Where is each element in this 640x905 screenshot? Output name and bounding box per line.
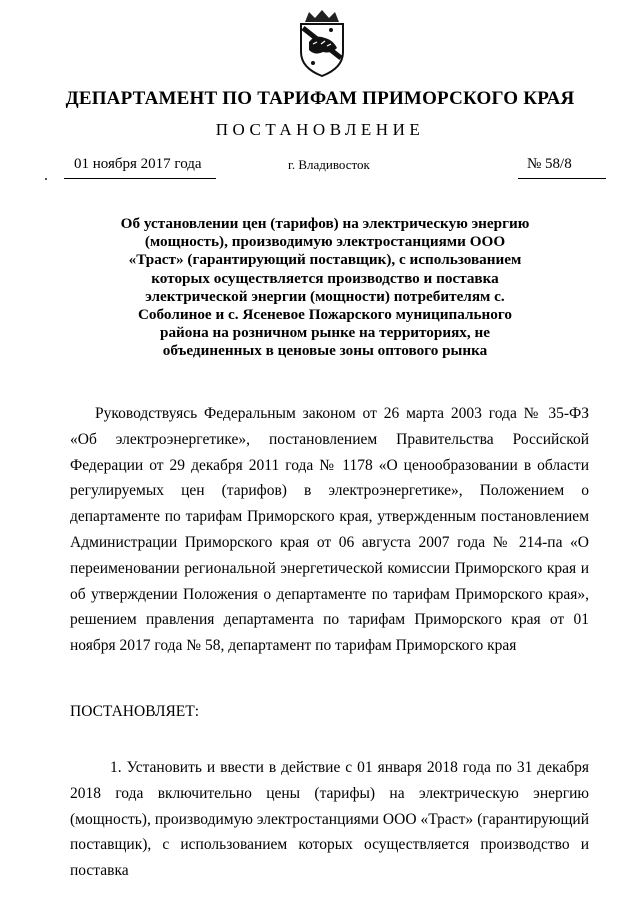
decree-heading: ПОСТАНОВЛЯЕТ: <box>70 703 200 720</box>
number-underline <box>518 178 606 179</box>
scan-speck <box>45 178 47 180</box>
coat-of-arms-icon <box>293 8 351 78</box>
clause-1-paragraph: 1. Установить и ввести в действие с 01 января 2018 года по 31 декабря 2018 года включительно цены (тарифы) на электрическую энергию (мощность), производимую электростанциями ООО «Траст» (гарантирующий поставщик), с использованием которых осуществляется производство и поставка <box>70 759 589 880</box>
document-number: № 58/8 <box>527 156 572 172</box>
preamble-paragraph: Руководствуясь Федеральным законом от 26 марта 2003 года № 35-ФЗ «Об электроэнергетике», постановлением Правительства Российской Федерации от 29 декабря 2011 года № 1178 «О ценообразовании в области регулируемых цен (тарифов) в электроэнергетике», Положением о департаменте по тарифам Приморского края, утвержденным постановлением Администрации Приморского края от 06 августа 2007 года № 214-па «О переименовании региональной энергетической комиссии Приморского края и об утверждении Положения о департаменте по тарифам Приморского края», решением правления департамента по тарифам Приморского края от 01 ноября 2017 года № 58, департамент по тарифам Приморского края <box>70 405 589 655</box>
document-type: ПОСТАНОВЛЕНИЕ <box>215 120 425 139</box>
date-underline <box>64 178 216 179</box>
department-name: ДЕПАРТАМЕНТ ПО ТАРИФАМ ПРИМОРСКОГО КРАЯ <box>65 88 575 109</box>
document-date: 01 ноября 2017 года <box>74 156 202 172</box>
document-city: г. Владивосток <box>288 157 370 172</box>
document-title: Об установлении цен (тарифов) на электрическую энергию (мощность), производимую электростанциями ООО «Траст» (гарантирующий поставщик), с использованием которых осуществляется производство и поставка электрической энергии (мощности) потребителям с. Соболиное и с. Ясеневое Пожарского муниципального района на розничном рынке на территориях, не объединенных в ценовые зоны оптового рынка <box>120 215 530 360</box>
